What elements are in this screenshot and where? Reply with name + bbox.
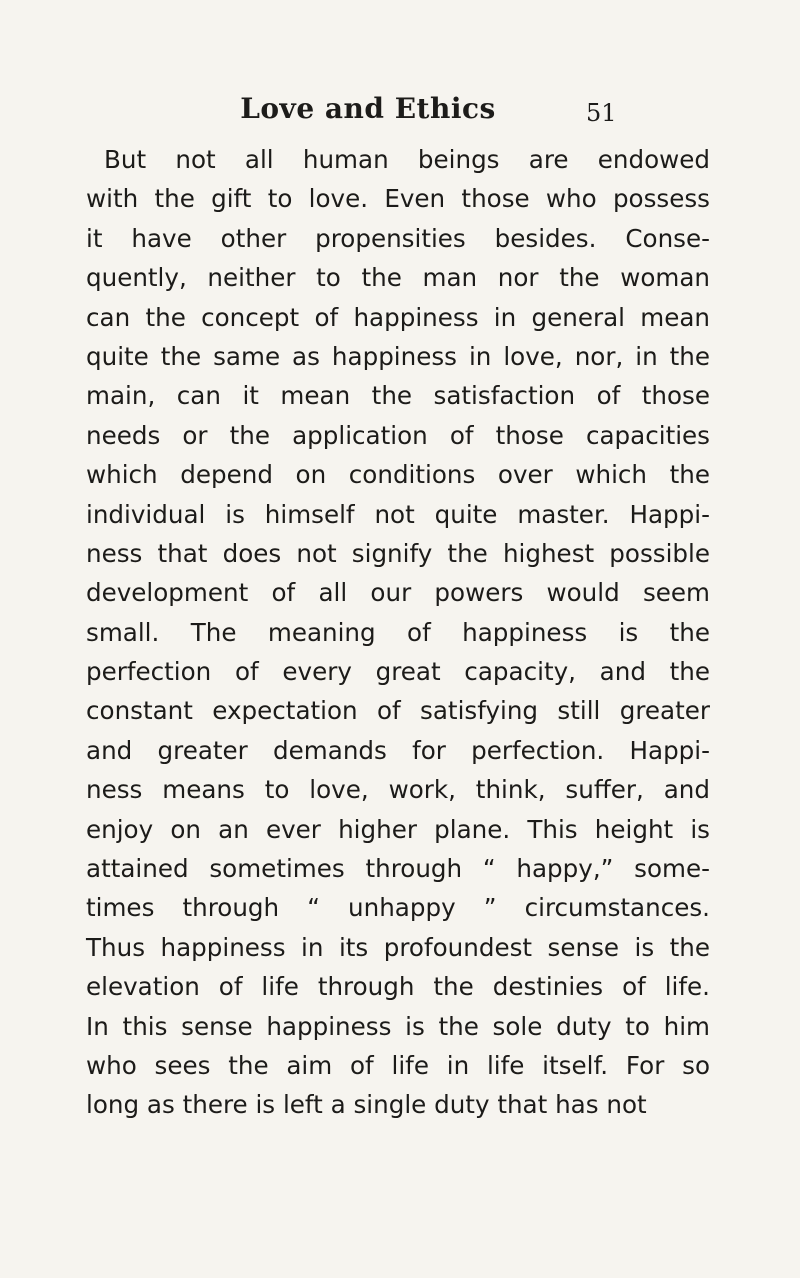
text-line: who sees the aim of life in life itself. For so bbox=[86, 1050, 710, 1080]
text-line: quite the same as happiness in love, nor, in the bbox=[86, 341, 710, 371]
text-line: constant expectation of satisfying still greater bbox=[86, 696, 710, 726]
text-line: In this sense happiness is the sole duty to him bbox=[86, 1011, 710, 1041]
text-line: small. The meaning of happiness is the bbox=[86, 617, 710, 647]
page-number: 51 bbox=[586, 99, 617, 127]
text-line: ness means to love, work, think, suffer, and bbox=[86, 775, 710, 805]
text-line: and greater demands for perfection. Happi- bbox=[86, 735, 710, 765]
text-line: with the gift to love. Even those who possess bbox=[86, 184, 710, 214]
text-line: perfection of every great capacity, and the bbox=[86, 657, 710, 687]
text-line: elevation of life through the destinies of life. bbox=[86, 972, 710, 1002]
text-line: ness that does not signify the highest possible bbox=[86, 538, 710, 568]
text-line: which depend on conditions over which the bbox=[86, 460, 710, 490]
running-head bbox=[0, 91, 800, 131]
text-line: main, can it mean the satisfaction of those bbox=[86, 381, 710, 411]
text-line: attained sometimes through “ happy,” some- bbox=[86, 854, 710, 884]
text-line: enjoy on an ever higher plane. This height is bbox=[86, 814, 710, 844]
text-line: development of all our powers would seem bbox=[86, 578, 710, 608]
text-line: But not all human beings are endowed bbox=[104, 145, 710, 174]
text-line: it have other propensities besides. Conse- bbox=[86, 223, 710, 253]
text-line: times through “ unhappy ” circumstances. bbox=[86, 893, 710, 923]
text-line: long as there is left a single duty that has not bbox=[86, 1090, 647, 1120]
text-line: needs or the application of those capacities bbox=[86, 420, 710, 450]
text-line: individual is himself not quite master. Happi- bbox=[86, 499, 710, 529]
text-line: can the concept of happiness in general mean bbox=[86, 302, 710, 332]
text-line: quently, neither to the man nor the woman bbox=[86, 263, 710, 293]
text-line: Thus happiness in its profoundest sense is the bbox=[86, 932, 710, 962]
body-paragraph bbox=[86, 140, 710, 1125]
running-head-title: Love and Ethics bbox=[240, 92, 496, 125]
